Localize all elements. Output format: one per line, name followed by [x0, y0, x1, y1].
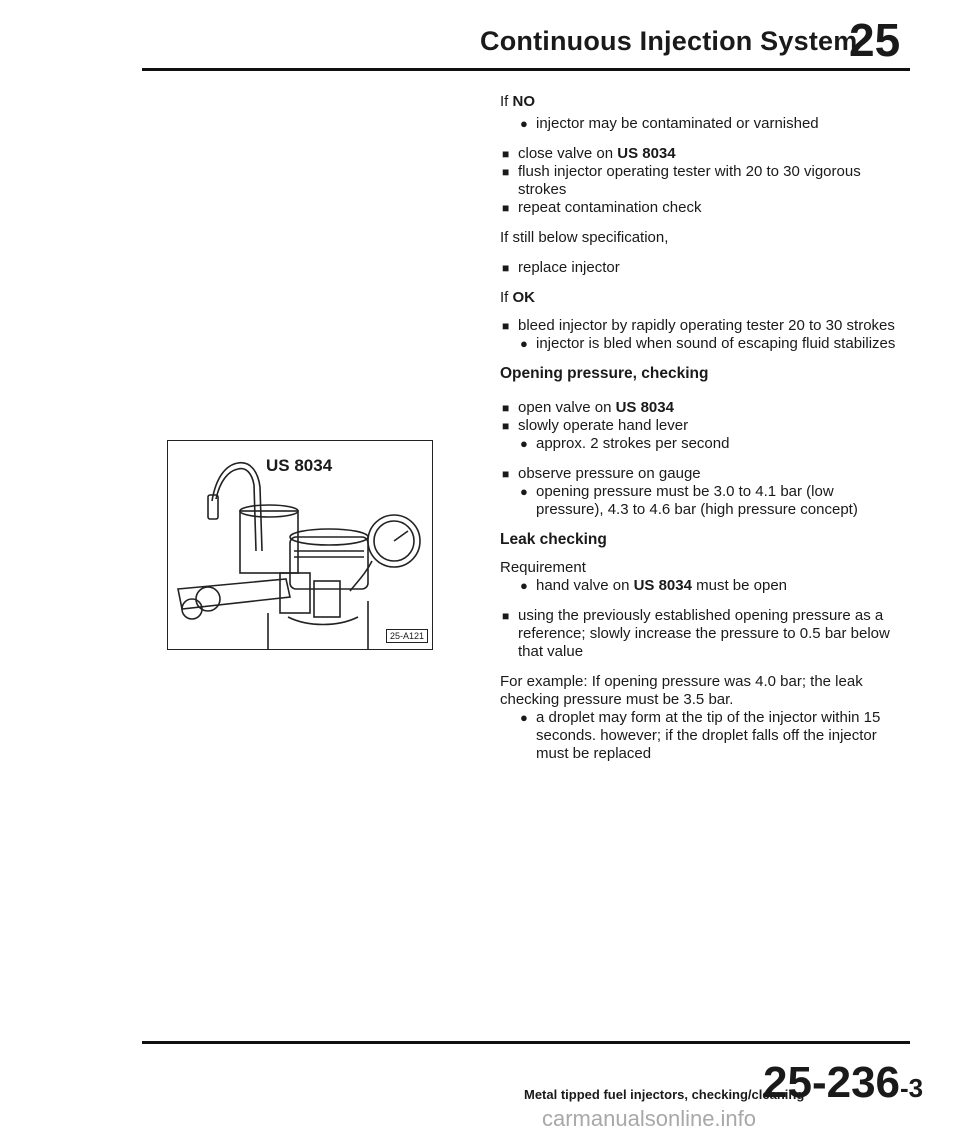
footer-rule — [142, 1041, 910, 1044]
still-below-text: If still below specification, — [500, 229, 669, 246]
procedure-content — [500, 93, 900, 763]
bullet-square-icon: ■ — [502, 319, 510, 333]
list-item: ■ bleed injector by rapidly operating tester 20 to 30 strokes — [502, 317, 895, 334]
condition-if-ok: If OK — [500, 289, 536, 306]
bullet-square-icon: ■ — [502, 201, 510, 215]
bullet-square-icon: ■ — [502, 147, 510, 161]
requirement-label: Requirement — [500, 559, 586, 576]
bullet-square-icon: ■ — [502, 609, 510, 623]
list-item: ● approx. 2 strokes per second — [520, 435, 730, 452]
example-text: For example: If opening pressure was 4.0 bar; the leak checking pressure must be 3.5 bar. — [500, 673, 863, 708]
list-item: ● injector is bled when sound of escaping fluid stabilizes — [520, 335, 896, 352]
list-item: ■ flush injector operating tester with 20 to 30 vigorous strokes — [502, 163, 861, 198]
opening-pressure-heading: Opening pressure, checking — [500, 365, 709, 382]
bullet-square-icon: ■ — [502, 165, 510, 179]
bullet-dot-icon: ● — [520, 116, 528, 131]
footer-caption: Metal tipped fuel injectors, checking/cleaning — [524, 1087, 805, 1102]
figure-reference: 25-A121 — [386, 629, 428, 643]
list-item: ■ repeat contamination check — [502, 199, 702, 216]
list-item: ● injector may be contaminated or varnished — [520, 115, 819, 132]
list-item: ■ replace injector — [502, 259, 620, 276]
list-item: ■ slowly operate hand lever — [502, 417, 689, 434]
bullet-dot-icon: ● — [520, 578, 528, 593]
bullet-dot-icon: ● — [520, 484, 528, 499]
tool-label: US 8034 — [266, 456, 333, 475]
bullet-dot-icon: ● — [520, 436, 528, 451]
bullet-dot-icon: ● — [520, 336, 528, 351]
list-item: ● opening pressure must be 3.0 to 4.1 bar (low pressure), 4.3 to 4.6 bar (high pressure concept) — [520, 483, 858, 518]
header-title: Continuous Injection System — [480, 26, 858, 56]
list-item: ■ using the previously established opening pressure as a reference; slowly increase the pressure to 0.5 bar below that value — [502, 607, 890, 660]
bullet-square-icon: ■ — [502, 401, 510, 415]
tool-illustration — [167, 440, 433, 650]
watermark: carmanualsonline.info — [542, 1106, 757, 1131]
list-item: ■ open valve on US 8034 — [502, 399, 674, 416]
header-rule — [142, 68, 910, 71]
bullet-square-icon: ■ — [502, 419, 510, 433]
list-item: ● a droplet may form at the tip of the injector within 15 seconds. however; if the droplet falls off the injector must be replaced — [520, 709, 881, 762]
bullet-dot-icon: ● — [520, 710, 528, 725]
leak-checking-heading: Leak checking — [500, 531, 607, 548]
header-section-number: 25 — [849, 14, 901, 66]
footer-page-number: 25-236-3 — [763, 1058, 924, 1107]
list-item: ■ close valve on US 8034 — [502, 145, 676, 162]
list-item: ● hand valve on US 8034 must be open — [520, 577, 788, 594]
condition-if-no: If NO — [500, 93, 536, 110]
bullet-square-icon: ■ — [502, 467, 510, 481]
list-item: ■ observe pressure on gauge — [502, 465, 701, 482]
bullet-square-icon: ■ — [502, 261, 510, 275]
